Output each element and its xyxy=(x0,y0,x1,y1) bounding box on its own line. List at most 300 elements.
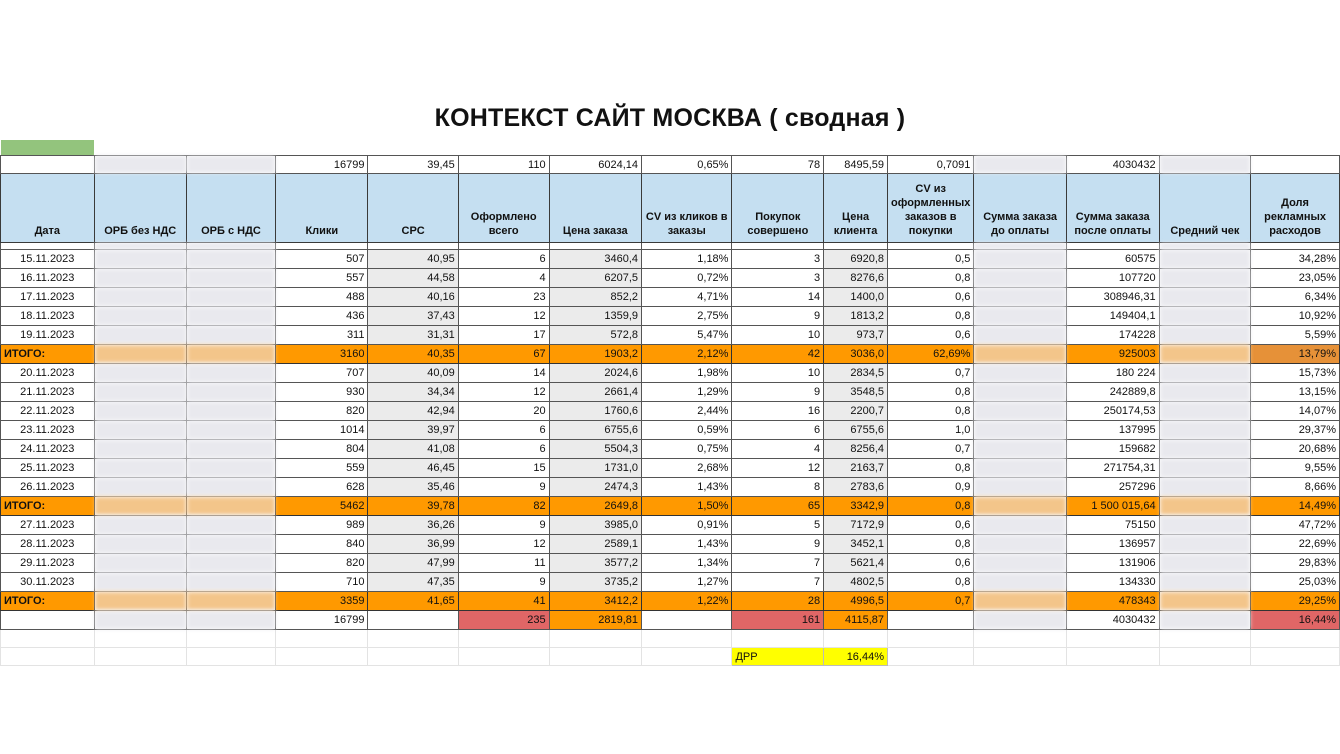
cell-sum-after: 271754,31 xyxy=(1066,459,1159,478)
blurred-cell xyxy=(94,288,186,307)
blurred-cell xyxy=(974,611,1066,630)
blurred-cell xyxy=(94,345,186,364)
cell-clicks: 1014 xyxy=(276,421,368,440)
cell-orders: 9 xyxy=(458,516,549,535)
cell-date: 18.11.2023 xyxy=(1,307,95,326)
blurred-cell xyxy=(974,364,1066,383)
top-cv-purchases: 0,7091 xyxy=(888,156,974,174)
cell-orders: 9 xyxy=(458,478,549,497)
cell-date: 26.11.2023 xyxy=(1,478,95,497)
cell-sum-after: 257296 xyxy=(1066,478,1159,497)
cell-clicks: 707 xyxy=(276,364,368,383)
cell-date: 28.11.2023 xyxy=(1,535,95,554)
cell-order-price: 3460,4 xyxy=(549,250,641,269)
cell-order-price: 2024,6 xyxy=(549,364,641,383)
header-cv-orders: CV из кликов в заказы xyxy=(642,174,732,243)
cell-sum-after: 134330 xyxy=(1066,573,1159,592)
cell-clicks: 710 xyxy=(276,573,368,592)
table-row xyxy=(1,269,1340,288)
header-clicks: Клики xyxy=(276,174,368,243)
cell-ad-share: 14,07% xyxy=(1251,402,1340,421)
cell-ad-share: 29,83% xyxy=(1251,554,1340,573)
blurred-cell xyxy=(1159,364,1251,383)
cell-clicks: 930 xyxy=(276,383,368,402)
cell-purchases: 6 xyxy=(732,421,824,440)
cell-ad-share: 20,68% xyxy=(1251,440,1340,459)
blurred-cell xyxy=(94,383,186,402)
blurred-cell xyxy=(974,516,1066,535)
blurred-cell xyxy=(186,573,275,592)
cell-order-price: 3577,2 xyxy=(549,554,641,573)
cell-purchases: 10 xyxy=(732,326,824,345)
cell-cpc: 36,26 xyxy=(368,516,458,535)
top-purchases: 78 xyxy=(732,156,824,174)
cell-date: 23.11.2023 xyxy=(1,421,95,440)
cell-order-price: 5504,3 xyxy=(549,440,641,459)
blurred-cell xyxy=(1159,288,1251,307)
total-order-price: 2819,81 xyxy=(549,611,641,630)
cell-ad-share: 15,73% xyxy=(1251,364,1340,383)
blurred-cell xyxy=(186,288,275,307)
cell-purchases: 7 xyxy=(732,554,824,573)
blurred-cell xyxy=(186,478,275,497)
cell-clicks: 840 xyxy=(276,535,368,554)
cell-ad-share: 22,69% xyxy=(1251,535,1340,554)
blurred-cell xyxy=(1159,459,1251,478)
table-row xyxy=(1,307,1340,326)
cell-sum-after: 60575 xyxy=(1066,250,1159,269)
blurred-cell xyxy=(974,440,1066,459)
cell-cv-purchases: 0,8 xyxy=(888,269,974,288)
cell-cv-purchases: 0,7 xyxy=(888,364,974,383)
cell-date: 29.11.2023 xyxy=(1,554,95,573)
cell-clicks: 507 xyxy=(276,250,368,269)
cell-cpc: 44,58 xyxy=(368,269,458,288)
cell-cv-orders: 1,34% xyxy=(642,554,732,573)
cell-orders: 6 xyxy=(458,250,549,269)
cell-client-price: 973,7 xyxy=(824,326,888,345)
cell-client-price: 6920,8 xyxy=(824,250,888,269)
cell-date: 17.11.2023 xyxy=(1,288,95,307)
cell-client-price: 2783,6 xyxy=(824,478,888,497)
header-sum-before: Сумма заказа до оплаты xyxy=(974,174,1066,243)
grand-total-row xyxy=(1,611,1340,630)
cell-sum-after: 242889,8 xyxy=(1066,383,1159,402)
cell-cv-purchases: 0,8 xyxy=(888,497,974,516)
blurred-cell xyxy=(186,326,275,345)
top-cv-orders: 0,65% xyxy=(642,156,732,174)
drr-row xyxy=(1,648,1340,666)
top-cpc: 39,45 xyxy=(368,156,458,174)
cell-cpc: 37,43 xyxy=(368,307,458,326)
cell-date: 20.11.2023 xyxy=(1,364,95,383)
header-avg-check: Средний чек xyxy=(1159,174,1251,243)
cell-clicks: 804 xyxy=(276,440,368,459)
header-date: Дата xyxy=(1,174,95,243)
cell-purchases: 9 xyxy=(732,307,824,326)
cell-purchases: 10 xyxy=(732,364,824,383)
cell-cv-purchases: 0,8 xyxy=(888,402,974,421)
cell-order-price: 2474,3 xyxy=(549,478,641,497)
blurred-cell xyxy=(94,250,186,269)
blurred-cell xyxy=(974,421,1066,440)
cell-cv-orders: 0,75% xyxy=(642,440,732,459)
blurred-cell xyxy=(186,250,275,269)
cell-purchases: 3 xyxy=(732,269,824,288)
blurred-cell xyxy=(186,611,275,630)
blurred-cell xyxy=(186,269,275,288)
cell-sum-after: 250174,53 xyxy=(1066,402,1159,421)
cell-ad-share: 34,28% xyxy=(1251,250,1340,269)
cell-cv-orders: 1,98% xyxy=(642,364,732,383)
cell-clicks: 820 xyxy=(276,554,368,573)
cell-orders: 23 xyxy=(458,288,549,307)
cell-order-price: 1903,2 xyxy=(549,345,641,364)
blurred-cell xyxy=(186,345,275,364)
green-cell xyxy=(1,140,95,156)
blurred-cell xyxy=(1159,573,1251,592)
blurred-cell xyxy=(1159,535,1251,554)
cell-client-price: 6755,6 xyxy=(824,421,888,440)
blurred-cell xyxy=(186,516,275,535)
cell-cv-orders: 2,68% xyxy=(642,459,732,478)
blurred-cell xyxy=(974,573,1066,592)
blurred-cell xyxy=(94,459,186,478)
blurred-cell xyxy=(1159,592,1251,611)
top-orders: 110 xyxy=(458,156,549,174)
cell-cpc: 47,35 xyxy=(368,573,458,592)
cell-orders: 9 xyxy=(458,573,549,592)
header-orb-vat: ОРБ с НДС xyxy=(186,174,275,243)
cell-orders: 12 xyxy=(458,535,549,554)
cell-sum-after: 131906 xyxy=(1066,554,1159,573)
cell-client-price: 2200,7 xyxy=(824,402,888,421)
header-ad-share: Доля рекламных расходов xyxy=(1251,174,1340,243)
cell-cv-orders: 4,71% xyxy=(642,288,732,307)
cell-purchases: 28 xyxy=(732,592,824,611)
blurred-cell xyxy=(1159,383,1251,402)
cell-orders: 17 xyxy=(458,326,549,345)
cell-order-price: 3735,2 xyxy=(549,573,641,592)
cell-cv-orders: 1,18% xyxy=(642,250,732,269)
cell-client-price: 2834,5 xyxy=(824,364,888,383)
cell-order-price: 1760,6 xyxy=(549,402,641,421)
cell-cpc: 39,78 xyxy=(368,497,458,516)
total-orders: 235 xyxy=(458,611,549,630)
cell-cv-purchases: 0,8 xyxy=(888,307,974,326)
blurred-cell xyxy=(1159,345,1251,364)
cell-sum-after: 1 500 015,64 xyxy=(1066,497,1159,516)
blurred-cell xyxy=(974,269,1066,288)
cell-cv-orders: 1,50% xyxy=(642,497,732,516)
cell-cv-orders: 0,72% xyxy=(642,269,732,288)
cell-clicks: 628 xyxy=(276,478,368,497)
cell-clicks: 559 xyxy=(276,459,368,478)
cell-date: 15.11.2023 xyxy=(1,250,95,269)
cell-ad-share: 9,55% xyxy=(1251,459,1340,478)
cell-cv-purchases: 0,6 xyxy=(888,288,974,307)
cell-cpc: 42,94 xyxy=(368,402,458,421)
blurred-cell xyxy=(974,345,1066,364)
blurred-cell xyxy=(974,592,1066,611)
subtotal-label: ИТОГО: xyxy=(1,345,95,364)
cell-sum-after: 174228 xyxy=(1066,326,1159,345)
blurred-cell xyxy=(186,497,275,516)
cell-client-price: 1813,2 xyxy=(824,307,888,326)
blurred-cell xyxy=(1159,307,1251,326)
drr-value: 16,44% xyxy=(824,648,888,666)
blurred-cell xyxy=(186,421,275,440)
table-row xyxy=(1,383,1340,402)
cell-date: 22.11.2023 xyxy=(1,402,95,421)
header-orders: Оформлено всего xyxy=(458,174,549,243)
cell-order-price: 2661,4 xyxy=(549,383,641,402)
cell-clicks: 3160 xyxy=(276,345,368,364)
cell-purchases: 9 xyxy=(732,383,824,402)
cell-date: 27.11.2023 xyxy=(1,516,95,535)
cell-client-price: 3342,9 xyxy=(824,497,888,516)
blurred-cell xyxy=(186,592,275,611)
cell-order-price: 852,2 xyxy=(549,288,641,307)
cell-orders: 82 xyxy=(458,497,549,516)
green-marker-row xyxy=(1,140,1340,156)
cell-clicks: 311 xyxy=(276,326,368,345)
cell-cpc: 31,31 xyxy=(368,326,458,345)
blurred-cell xyxy=(1159,421,1251,440)
cell-orders: 41 xyxy=(458,592,549,611)
cell-order-price: 6755,6 xyxy=(549,421,641,440)
cell-cpc: 46,45 xyxy=(368,459,458,478)
cell-client-price: 2163,7 xyxy=(824,459,888,478)
cell-cv-orders: 0,59% xyxy=(642,421,732,440)
cell-purchases: 12 xyxy=(732,459,824,478)
cell-sum-after: 925003 xyxy=(1066,345,1159,364)
cell-cv-orders: 1,27% xyxy=(642,573,732,592)
cell-clicks: 3359 xyxy=(276,592,368,611)
cell-sum-after: 159682 xyxy=(1066,440,1159,459)
cell-cv-purchases: 0,8 xyxy=(888,383,974,402)
drr-label: ДРР xyxy=(732,648,824,666)
cell-ad-share: 29,25% xyxy=(1251,592,1340,611)
header-purchases: Покупок совершено xyxy=(732,174,824,243)
cell-cpc: 41,08 xyxy=(368,440,458,459)
cell-cv-purchases: 0,8 xyxy=(888,573,974,592)
blurred-cell xyxy=(1159,497,1251,516)
header-sum-after: Сумма заказа после оплаты xyxy=(1066,174,1159,243)
cell-sum-after: 180 224 xyxy=(1066,364,1159,383)
cell-sum-after: 137995 xyxy=(1066,421,1159,440)
table-row xyxy=(1,478,1340,497)
blurred-cell xyxy=(94,326,186,345)
cell-cv-purchases: 1,0 xyxy=(888,421,974,440)
cell-order-price: 3985,0 xyxy=(549,516,641,535)
cell-cv-purchases: 0,7 xyxy=(888,440,974,459)
cell-orders: 20 xyxy=(458,402,549,421)
cell-cv-purchases: 0,5 xyxy=(888,250,974,269)
cell-sum-after: 136957 xyxy=(1066,535,1159,554)
partially-hidden-row xyxy=(1,243,1340,250)
table-row xyxy=(1,535,1340,554)
cell-cpc: 34,34 xyxy=(368,383,458,402)
cell-cpc: 39,97 xyxy=(368,421,458,440)
cell-cv-orders: 1,43% xyxy=(642,535,732,554)
blurred-cell xyxy=(974,478,1066,497)
cell-date: 24.11.2023 xyxy=(1,440,95,459)
cell-cv-purchases: 0,8 xyxy=(888,535,974,554)
blurred-cell xyxy=(94,478,186,497)
blurred-cell xyxy=(186,402,275,421)
total-client-price: 4115,87 xyxy=(824,611,888,630)
cell-cpc: 40,95 xyxy=(368,250,458,269)
cell-ad-share: 6,34% xyxy=(1251,288,1340,307)
cell-cv-purchases: 0,6 xyxy=(888,554,974,573)
cell-cv-orders: 0,91% xyxy=(642,516,732,535)
table-row xyxy=(1,516,1340,535)
cell-clicks: 557 xyxy=(276,269,368,288)
cell-cpc: 36,99 xyxy=(368,535,458,554)
cell-date: 16.11.2023 xyxy=(1,269,95,288)
cell-cv-orders: 1,22% xyxy=(642,592,732,611)
blurred-cell xyxy=(1159,440,1251,459)
blurred-cell xyxy=(1159,156,1251,174)
cell-order-price: 1359,9 xyxy=(549,307,641,326)
blurred-cell xyxy=(186,156,275,174)
subtotal-row xyxy=(1,592,1340,611)
cell-purchases: 5 xyxy=(732,516,824,535)
header-orb-no-vat: ОРБ без НДС xyxy=(94,174,186,243)
cell-client-price: 4996,5 xyxy=(824,592,888,611)
total-purchases: 161 xyxy=(732,611,824,630)
total-sum-after: 4030432 xyxy=(1066,611,1159,630)
blurred-cell xyxy=(186,383,275,402)
cell-orders: 15 xyxy=(458,459,549,478)
total-clicks: 16799 xyxy=(276,611,368,630)
top-sum-after: 4030432 xyxy=(1066,156,1159,174)
cell-client-price: 4802,5 xyxy=(824,573,888,592)
cell-sum-after: 308946,31 xyxy=(1066,288,1159,307)
cell-client-price: 3548,5 xyxy=(824,383,888,402)
blurred-cell xyxy=(94,440,186,459)
cell-cv-orders: 1,43% xyxy=(642,478,732,497)
cell-orders: 6 xyxy=(458,421,549,440)
header-row xyxy=(1,174,1340,243)
cell-date: 30.11.2023 xyxy=(1,573,95,592)
cell-sum-after: 107720 xyxy=(1066,269,1159,288)
blurred-cell xyxy=(974,402,1066,421)
cell-cv-purchases: 0,9 xyxy=(888,478,974,497)
subtotal-label: ИТОГО: xyxy=(1,497,95,516)
cell-purchases: 42 xyxy=(732,345,824,364)
cell-order-price: 1731,0 xyxy=(549,459,641,478)
cell-order-price: 3412,2 xyxy=(549,592,641,611)
blurred-cell xyxy=(94,611,186,630)
cell-ad-share: 25,03% xyxy=(1251,573,1340,592)
cell-order-price: 572,8 xyxy=(549,326,641,345)
cell-orders: 6 xyxy=(458,440,549,459)
cell-cpc: 35,46 xyxy=(368,478,458,497)
cell-purchases: 7 xyxy=(732,573,824,592)
cell-ad-share: 47,72% xyxy=(1251,516,1340,535)
cell-date: 25.11.2023 xyxy=(1,459,95,478)
cell-client-price: 5621,4 xyxy=(824,554,888,573)
cell-orders: 67 xyxy=(458,345,549,364)
blurred-cell xyxy=(94,516,186,535)
blurred-cell xyxy=(1159,478,1251,497)
cell-cv-orders: 1,29% xyxy=(642,383,732,402)
cell-ad-share: 13,79% xyxy=(1251,345,1340,364)
cell-cpc: 41,65 xyxy=(368,592,458,611)
cell-orders: 11 xyxy=(458,554,549,573)
cell-cpc: 40,35 xyxy=(368,345,458,364)
cell-clicks: 436 xyxy=(276,307,368,326)
blurred-cell xyxy=(94,402,186,421)
cell-purchases: 16 xyxy=(732,402,824,421)
blank xyxy=(1,611,95,630)
header-order-price: Цена заказа xyxy=(549,174,641,243)
blurred-cell xyxy=(1159,554,1251,573)
blurred-cell xyxy=(1159,326,1251,345)
cell-orders: 14 xyxy=(458,364,549,383)
cell-cv-purchases: 0,7 xyxy=(888,592,974,611)
table-row xyxy=(1,326,1340,345)
blurred-cell xyxy=(186,535,275,554)
cell-cpc: 47,99 xyxy=(368,554,458,573)
cell-orders: 12 xyxy=(458,307,549,326)
cell-ad-share: 14,49% xyxy=(1251,497,1340,516)
cell-clicks: 5462 xyxy=(276,497,368,516)
subtotal-row xyxy=(1,497,1340,516)
blurred-cell xyxy=(974,383,1066,402)
table-row xyxy=(1,288,1340,307)
table-row xyxy=(1,421,1340,440)
cell-cpc: 40,16 xyxy=(368,288,458,307)
cell-clicks: 989 xyxy=(276,516,368,535)
blurred-cell xyxy=(974,307,1066,326)
cell-orders: 4 xyxy=(458,269,549,288)
blurred-cell xyxy=(974,535,1066,554)
cell-purchases: 4 xyxy=(732,440,824,459)
cell-cpc: 40,09 xyxy=(368,364,458,383)
summary-spreadsheet xyxy=(0,140,1340,666)
cell-sum-after: 75150 xyxy=(1066,516,1159,535)
blurred-cell xyxy=(974,156,1066,174)
cell-orders: 12 xyxy=(458,383,549,402)
table-row xyxy=(1,402,1340,421)
cell-client-price: 7172,9 xyxy=(824,516,888,535)
blurred-cell xyxy=(186,364,275,383)
cell-ad-share: 13,15% xyxy=(1251,383,1340,402)
cell-cv-orders: 5,47% xyxy=(642,326,732,345)
cell-purchases: 9 xyxy=(732,535,824,554)
table-row xyxy=(1,554,1340,573)
blurred-cell xyxy=(186,307,275,326)
cell-purchases: 8 xyxy=(732,478,824,497)
cell-cv-purchases: 0,6 xyxy=(888,516,974,535)
subtotal-row xyxy=(1,345,1340,364)
blurred-cell xyxy=(94,364,186,383)
cell-date: 19.11.2023 xyxy=(1,326,95,345)
blurred-cell xyxy=(94,592,186,611)
blurred-cell xyxy=(94,156,186,174)
header-cpc: CPC xyxy=(368,174,458,243)
blurred-cell xyxy=(94,421,186,440)
cell-purchases: 3 xyxy=(732,250,824,269)
table-row xyxy=(1,250,1340,269)
blurred-cell xyxy=(94,554,186,573)
blurred-cell xyxy=(186,440,275,459)
top-order-price: 6024,14 xyxy=(549,156,641,174)
cell-sum-after: 478343 xyxy=(1066,592,1159,611)
